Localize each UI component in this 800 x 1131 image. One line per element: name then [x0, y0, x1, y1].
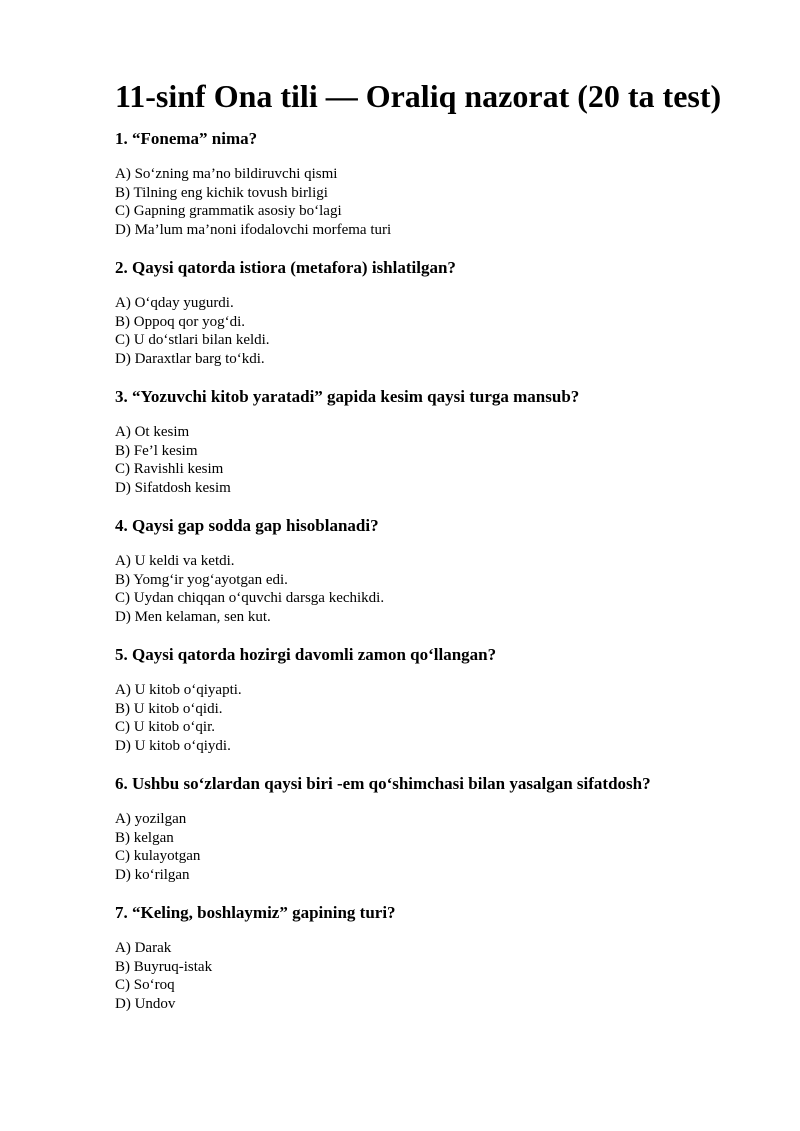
- option-a: A) U kitob o‘qiyapti.: [115, 682, 242, 698]
- document-page: [115, 76, 785, 1031]
- option-a: A) U keldi va ketdi.: [115, 553, 235, 569]
- option-c: C) Ravishli kesim: [115, 461, 224, 477]
- question-1: [115, 128, 785, 239]
- answer-options: [115, 939, 785, 1013]
- option-a: A) So‘zning ma’no bildiruvchi qismi: [115, 166, 338, 182]
- option-b: B) kelgan: [115, 829, 174, 846]
- option-b: B) U kitob o‘qidi.: [115, 700, 223, 717]
- question-3: [115, 386, 785, 497]
- option-c: C) kulayotgan: [115, 848, 201, 864]
- option-d: D) Daraxtlar barg to‘kdi.: [115, 350, 265, 367]
- question-4: [115, 515, 785, 626]
- option-c: C) Gapning grammatik asosiy bo‘lagi: [115, 203, 342, 219]
- option-d: D) ko‘rilgan: [115, 866, 190, 883]
- option-a: A) yozilgan: [115, 811, 187, 827]
- question-5: [115, 644, 785, 755]
- answer-options: [115, 681, 785, 755]
- option-a: A) Darak: [115, 940, 172, 956]
- option-d: D) Undov: [115, 995, 176, 1012]
- option-b: B) Yomg‘ir yog‘ayotgan edi.: [115, 571, 288, 588]
- option-c: C) U kitob o‘qir.: [115, 719, 215, 735]
- question-text: 5. Qaysi qatorda hozirgi davomli zamon qo‘llangan?: [115, 645, 497, 664]
- option-b: B) Tilning eng kichik tovush birligi: [115, 184, 328, 201]
- option-a: A) Ot kesim: [115, 424, 190, 440]
- option-c: C) U do‘stlari bilan keldi.: [115, 332, 270, 348]
- question-7: [115, 902, 785, 1013]
- question-text: 1. “Fonema” nima?: [115, 129, 258, 148]
- question-text: 4. Qaysi gap sodda gap hisoblanadi?: [115, 516, 379, 535]
- page-title: 11-sinf Ona tili — Oraliq nazorat (20 ta test): [115, 78, 722, 114]
- question-2: [115, 257, 785, 368]
- option-d: D) Sifatdosh kesim: [115, 479, 231, 496]
- question-text: 6. Ushbu so‘zlardan qaysi biri -em qo‘shimchasi bilan yasalgan sifatdosh?: [115, 774, 651, 793]
- option-a: A) O‘qday yugurdi.: [115, 295, 234, 311]
- option-c: C) Uydan chiqqan o‘quvchi darsga kechikdi.: [115, 590, 385, 606]
- answer-options: [115, 552, 785, 626]
- question-6: [115, 773, 785, 884]
- answer-options: [115, 810, 785, 884]
- option-b: B) Buyruq-istak: [115, 958, 213, 975]
- answer-options: [115, 294, 785, 368]
- option-b: B) Fe’l kesim: [115, 442, 198, 459]
- option-b: B) Oppoq qor yog‘di.: [115, 313, 245, 330]
- option-d: D) Men kelaman, sen kut.: [115, 608, 271, 625]
- answer-options: [115, 423, 785, 497]
- question-text: 3. “Yozuvchi kitob yaratadi” gapida kesim qaysi turga mansub?: [115, 387, 580, 406]
- answer-options: [115, 165, 785, 239]
- option-d: D) U kitob o‘qiydi.: [115, 737, 231, 754]
- question-text: 2. Qaysi qatorda istiora (metafora) ishlatilgan?: [115, 258, 456, 277]
- question-text: 7. “Keling, boshlaymiz” gapining turi?: [115, 903, 396, 922]
- option-c: C) So‘roq: [115, 977, 175, 993]
- option-d: D) Ma’lum ma’noni ifodalovchi morfema turi: [115, 221, 392, 238]
